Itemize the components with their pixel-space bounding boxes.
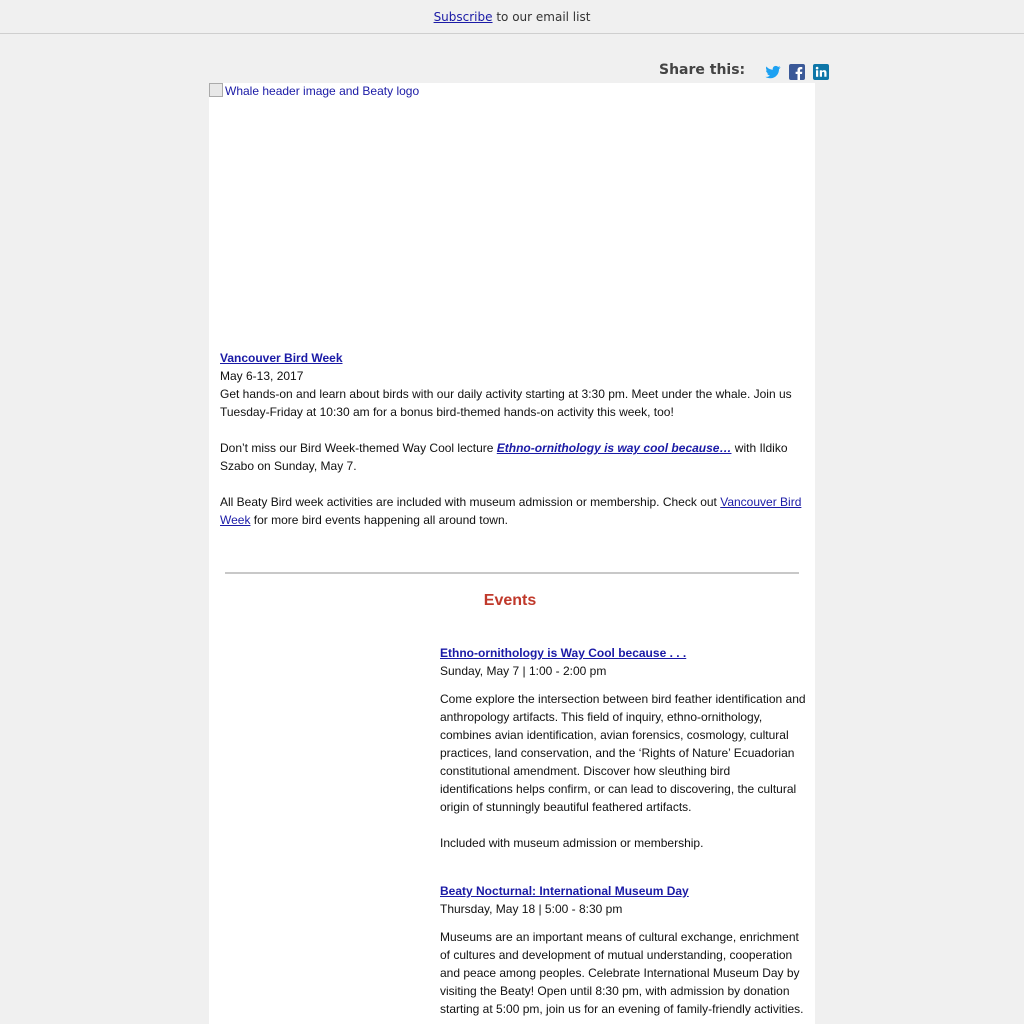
events-heading: Events [483,592,537,609]
event-date: Thursday, May 18 | 5:00 - 8:30 pm [440,902,623,916]
vancouver-bird-week-link[interactable]: Vancouver Bird Week [220,495,802,527]
event-item [440,882,806,1018]
lecture-link[interactable]: Ethno-ornithology is way cool because… [496,441,732,455]
header-image [209,83,815,341]
broken-image-icon [209,83,223,97]
event-date: Sunday, May 7 | 1:00 - 2:00 pm [440,664,607,678]
intro-paragraph-1: Get hands-on and learn about birds with our daily activity starting at 3:30 pm. Meet under the whale. Join us Tuesday-Friday at 10:30 am for a bonus bird-themed hands-on activity this week, too! [220,387,792,419]
twitter-icon[interactable] [765,64,781,80]
header-image-alt: Whale header image and Beaty logo [225,84,420,98]
intro-paragraph-2: Don’t miss our Bird Week-themed Way Cool lecture Ethno-ornithology is way cool because… with Ildiko Szabo on Sunday, May 7. [220,441,788,473]
bird-week-dates: May 6-13, 2017 [220,369,304,383]
facebook-icon[interactable] [789,64,805,80]
subscribe-link[interactable]: Subscribe [433,10,493,24]
subscribe-text: to our email list [492,10,591,24]
event-item [440,644,806,852]
subscribe-bar [0,0,1024,34]
share-label: Share this: [659,62,746,78]
event-description: Come explore the intersection between bird feather identification and anthropology artifacts. This field of inquiry, ethno-ornithology, combines avian identification, avian forensics, cosmology, cultural practices, land conservation, and the ‘Rights of Nature’ Ecuadorian constitutional amendment. Discover how sleuthing bird identifications helps confirm, or can lead to discovering, the cultural origin of stunningly beautiful feathered artifacts. [440,692,806,814]
intro-section [220,349,805,547]
email-content-panel [209,83,815,1024]
share-bar [659,61,829,83]
event-title-link[interactable]: Beaty Nocturnal: International Museum Day [440,884,689,898]
event-title-link[interactable]: Ethno-ornithology is Way Cool because . . . [440,646,687,660]
event-description: Museums are an important means of cultural exchange, enrichment of cultures and development of mutual understanding, cooperation and peace among peoples. Celebrate International Museum Day by visiting the Beaty! Open until 8:30 pm, with admission by donation starting at 5:00 pm, join us for an evening of family-friendly activities. [440,930,804,1016]
section-divider [225,572,799,574]
bird-week-title-link[interactable]: Vancouver Bird Week [220,351,343,365]
event-admission-note: Included with museum admission or membership. [440,836,704,850]
linkedin-icon[interactable] [813,64,829,80]
intro-paragraph-3: All Beaty Bird week activities are included with museum admission or membership. Check out Vancouver Bird Week for more bird events happening all around town. [220,495,802,527]
